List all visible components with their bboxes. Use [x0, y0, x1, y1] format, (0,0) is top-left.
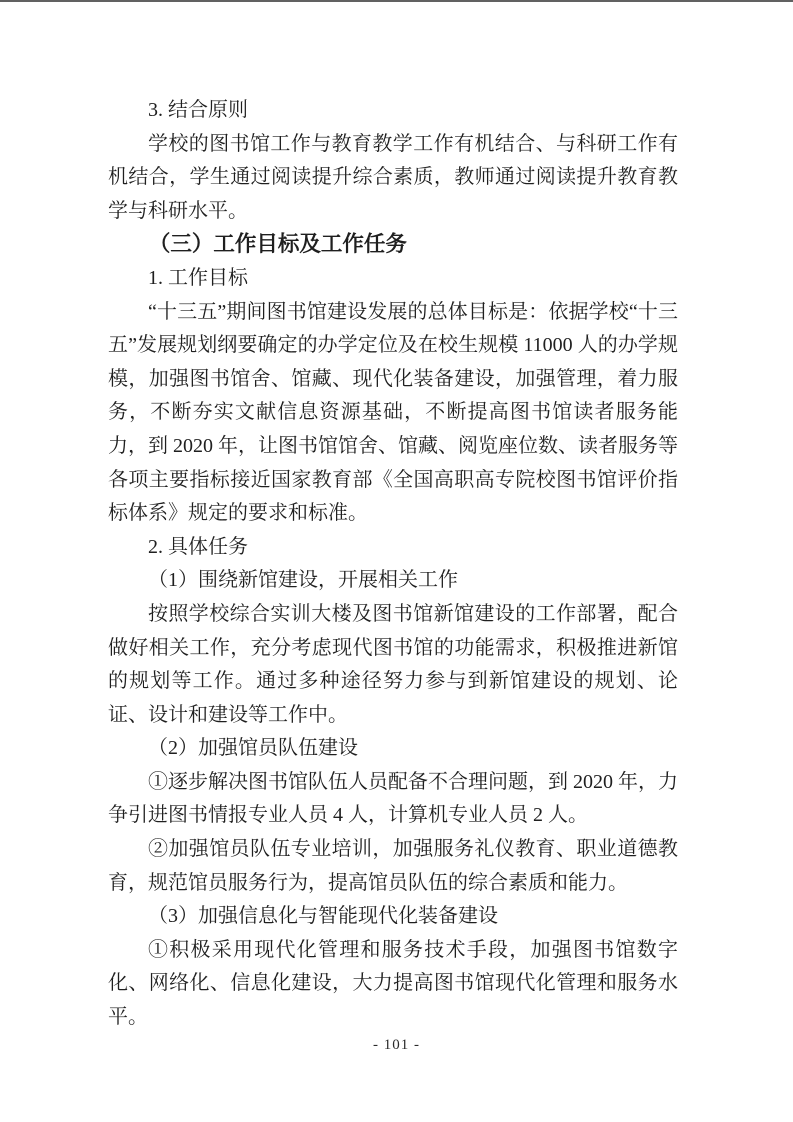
- numbered-item-1: 1. 工作目标: [148, 266, 248, 289]
- section-heading: （三）工作目标及工作任务: [148, 232, 407, 257]
- paragraph: ①逐步解决图书馆队伍人员配备不合理问题，到 2020 年，力争引进图书情报专业人员 4 人，计算机专业人员 2 人。: [108, 770, 678, 827]
- sub-item-heading-3: （3）加强信息化与智能现代化装备建设: [148, 905, 498, 928]
- page-footer: [0, 1037, 793, 1054]
- paragraph: ①积极采用现代化管理和服务技术手段，加强图书馆数字化、网络化、信息化建设，大力提高图书馆现代化管理和服务水平。: [108, 938, 678, 1029]
- document-body: [108, 94, 678, 1035]
- sub-item-heading-2: （2）加强馆员队伍建设: [148, 737, 358, 760]
- paragraph: “十三五”期间图书馆建设发展的总体目标是：依据学校“十三五”发展规划纲要确定的办学定位及在校生规模 11000 人的办学规模，加强图书馆舍、馆藏、现代化装备建设，加强管理，着力服务，不断夯实文献信息资源基础，不断提高图书馆读者服务能力，到 2020 年，让图书馆馆舍、馆藏、阅览座位数、读者服务等各项主要指标接近国家教育部《全国高职高专院校图书馆评价指标体系》规定的要求和标准。: [108, 300, 678, 525]
- sub-item-heading-1: （1）围绕新馆建设，开展相关工作: [148, 569, 458, 592]
- numbered-item-2: 2. 具体任务: [148, 535, 248, 558]
- numbered-item-3: 3. 结合原则: [148, 99, 248, 121]
- scan-edge-line: [0, 0, 793, 2]
- paragraph: ②加强馆员队伍专业培训，加强服务礼仪教育、职业道德教育，规范馆员服务行为，提高馆员队伍的综合素质和能力。: [108, 838, 678, 894]
- page-number: - 101 -: [373, 1037, 420, 1053]
- paragraph: 学校的图书馆工作与教育教学工作有机结合、与科研工作有机结合，学生通过阅读提升综合素质，教师通过阅读提升教育教学与科研水平。: [108, 132, 678, 222]
- paragraph: 按照学校综合实训大楼及图书馆新馆建设的工作部署，配合做好相关工作，充分考虑现代图书馆的功能需求，积极推进新馆的规划等工作。通过多种途径努力参与到新馆建设的规划、论证、设计和建设等工作中。: [108, 602, 678, 726]
